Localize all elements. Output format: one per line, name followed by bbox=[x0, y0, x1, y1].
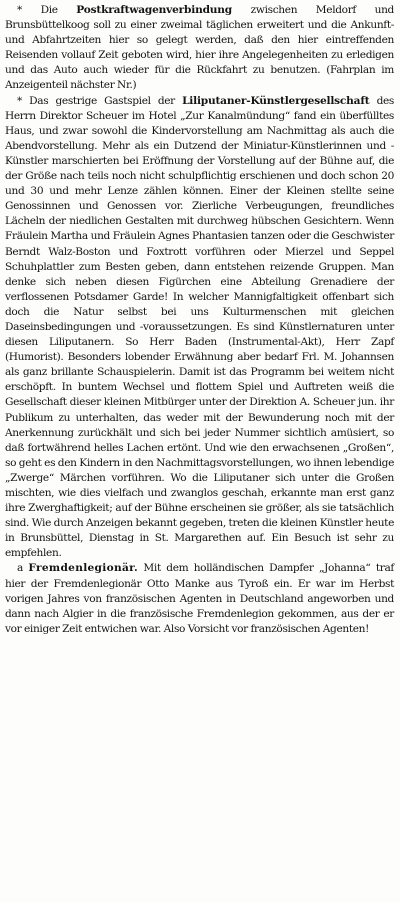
article-headline: Liliputaner-Künstlergesellschaft bbox=[182, 94, 370, 107]
article-body: des Herrn Direktor Scheuer im Hotel „Zur Kanalmündung“ fand ein überfülltes Haus, und zwar sowohl die Kindervorstellung am Nachmittag als auch die Abendvorstellung. Mehr als ein Dutzend der Miniatur-Künstlerinnen und -Künstler marschierten bei Eröffnung der Vorstellung auf der Bühne auf, die der Größe nach teils noch nicht schulpflichtig erschienen und doch schon 20 und 30 und mehr Lenze zählen können. Einer der Kleinen stellte seine Genossinnen und Genossen vor. Zierliche Verbeugungen, freundliches Lächeln der niedlichen Gestalten mit durchweg hübschen Gesichtern. Wenn Fräulein Martha und Fräulein Agnes Phantasien tanzen oder die Geschwister Berndt Walz-Boston und Foxtrott vorführen oder Mierzel und Seppel Schuhplattler zum Besten geben, dann entstehen reizende Gruppen. Man denke sich neben diesen Figürchen eine Abteilung Grenadiere der verflossenen Potsdamer Garde! In welcher Mannigfaltigkeit offenbart sich doch die Natur selbst bei uns Kulturmenschen mit gleichen Daseinsbedingungen und -voraussetzungen. Es sind Künstlernaturen unter diesen Liliputanern. So Herr Baden (Instrumental-Akt), Herr Zapf (Humorist). Besonders lobender Erwähnung aber bedarf Frl. M. Johannsen als ganz brillante Schauspielerin. Damit ist das Programm bei weitem nicht erschöpft. In buntem Wechsel und flottem Spiel und Auftreten weiß die Gesellschaft dieser kleinen Mitbürger unter der Direktion A. Scheuer jun. ihr Publikum zu unterhalten, das weder mit der Bewunderung noch mit der Anerkennung zurückhält und sich bei jeder Nummer sichtlich amüsiert, so daß fortwährend helles Lachen ertönt. Und wie den erwachsenen „Großen“, so geht es den Kindern in den Nachmittagsvorstellungen, wo ihnen lebendige „Zwerge“ Märchen vorführen. Wo die Liliputaner sich unter die Großen mischten, wie dies vielfach und zwanglos geschah, erkannte man erst ganz ihre Zwerghaftigkeit; auf der Bühne erscheinen sie größer, als sie tatsächlich sind. Wie durch Anzeigen bekannt gegeben, treten die kleinen Künstler heute in Brunsbüttel, Dienstag in St. Margarethen auf. Ein Besuch ist sehr zu empfehlen. bbox=[5, 94, 394, 560]
article-liliputaner bbox=[5, 94, 394, 562]
article-postkraftwagen bbox=[5, 3, 394, 94]
article-marker: * Das gestrige Gastspiel der bbox=[17, 94, 175, 107]
article-body: zwischen Meldorf und Brunsbüttelkoog soll zu einer zweimal täglichen erweitert und die Ankunft- und Abfahrtzeiten hier so gelegt werden, daß den hier eintreffenden Reisenden vollauf Zeit geboten wird, hier ihre Angelegenheiten zu erledigen und das Auto auch wieder für die Rückfahrt zu benutzen. (Fahrplan im Anzeigenteil nächster Nr.) bbox=[5, 4, 394, 92]
article-marker: a bbox=[17, 562, 23, 575]
article-marker: * Die bbox=[17, 4, 58, 16]
article-headline: Fremdenlegionär. bbox=[28, 562, 139, 575]
article-fremdenlegionaer bbox=[5, 561, 394, 636]
article-body: Mit dem holländischen Dampfer „Johanna“ traf hier der Fremdenlegionär Otto Manke aus Tyroß ein. Er war im Herbst vorigen Jahres von französischen Agenten in Deutschland angeworben und dann nach Algier in die französische Fremdenlegion gekommen, aus der er vor einiger Zeit entwichen war. Also Vorsicht vor französischen Agenten! bbox=[5, 562, 394, 635]
article-headline: Postkraftwagenverbindung bbox=[76, 4, 233, 16]
